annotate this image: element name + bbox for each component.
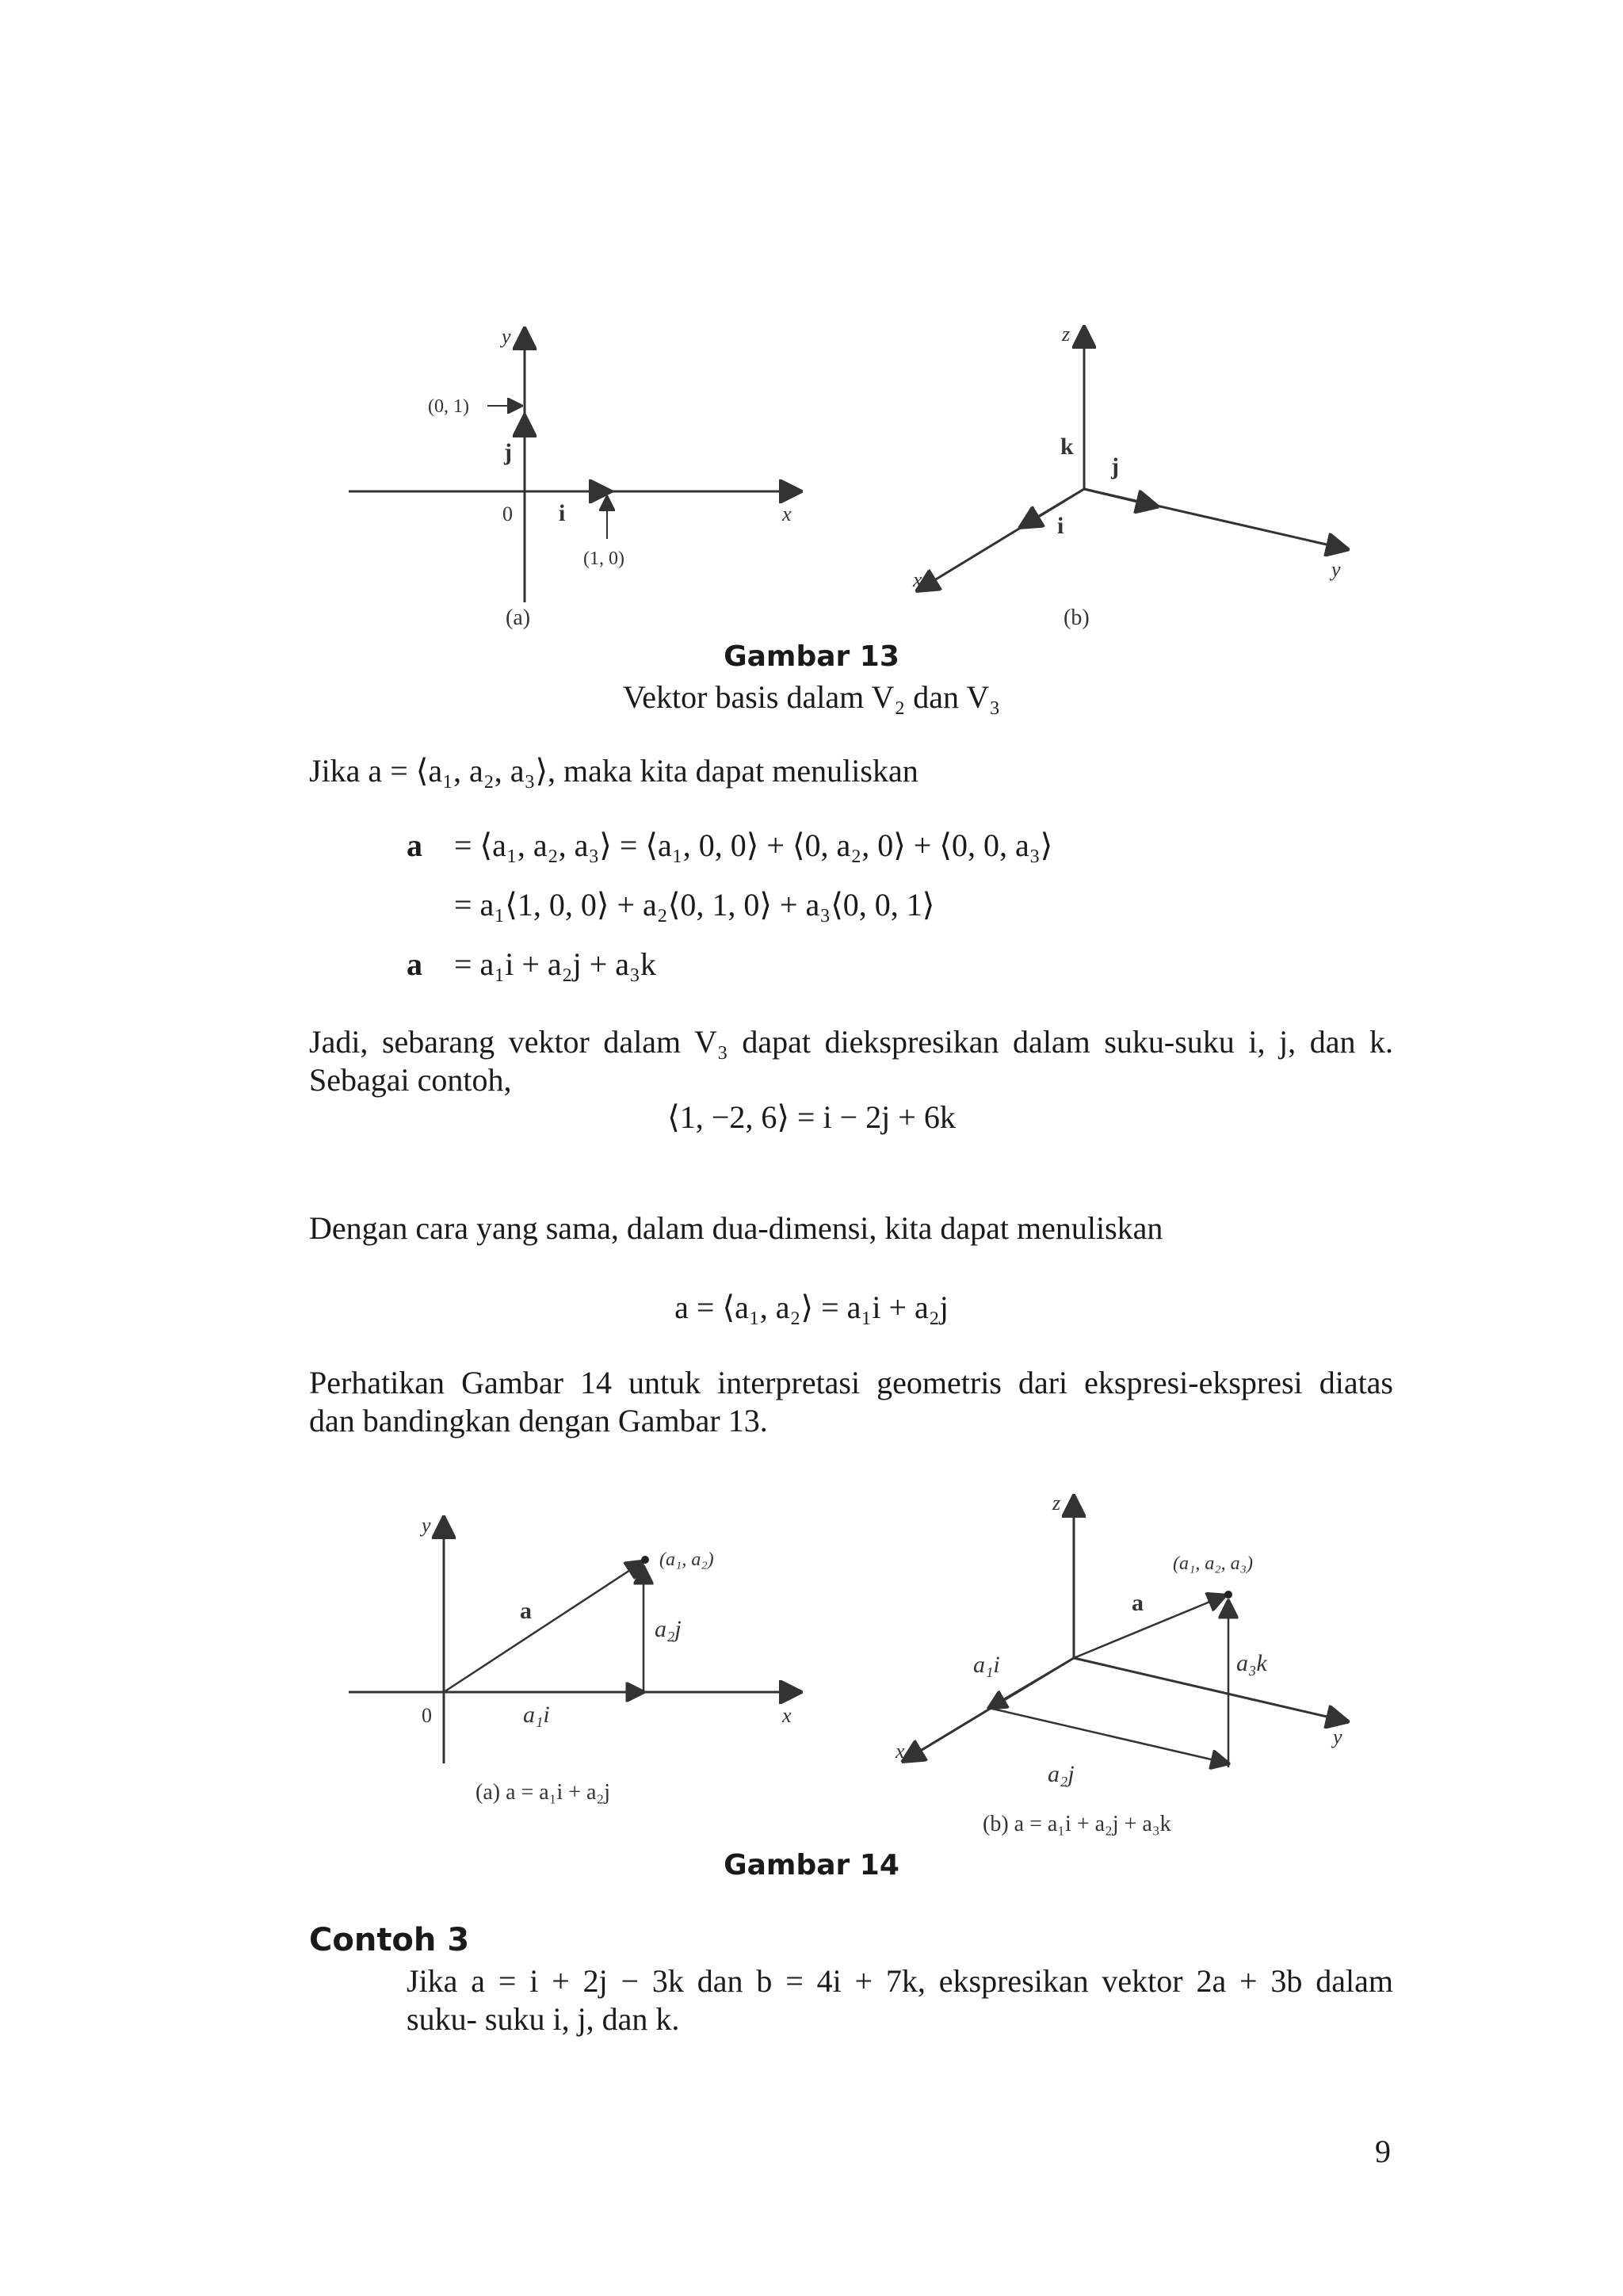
z-label: z bbox=[1052, 1492, 1061, 1515]
origin-label: 0 bbox=[502, 502, 513, 525]
comp-x-label: a₁i bbox=[523, 1702, 550, 1728]
comp-y-label: a₂j bbox=[655, 1616, 682, 1642]
i-label: i bbox=[1057, 513, 1064, 539]
figure-13a bbox=[349, 313, 824, 646]
eq2-rhs: = a₁⟨1, 0, 0⟩ + a₂⟨0, 1, 0⟩ + a₃⟨0, 0, 1⟩ bbox=[454, 887, 935, 923]
example-3-line-2: suku- suku i, j, dan k. bbox=[407, 2001, 680, 2037]
paragraph-3: Dengan cara yang sama, dalam dua-dimensi, kita dapat menuliskan bbox=[309, 1210, 1163, 1246]
z-label: z bbox=[1062, 323, 1071, 346]
component-i bbox=[989, 1658, 1074, 1708]
y-label: y bbox=[1333, 1725, 1342, 1748]
x-label: x bbox=[896, 1740, 905, 1763]
j-vector bbox=[1084, 489, 1157, 506]
example-3-heading: Contoh 3 bbox=[309, 1922, 470, 1958]
eq-lhs-a-2: a bbox=[407, 946, 422, 982]
eq-lhs-a: a bbox=[407, 827, 422, 863]
j-label: j bbox=[504, 439, 512, 465]
figure-14b bbox=[880, 1482, 1403, 1855]
y-axis bbox=[1074, 1658, 1347, 1721]
comp-k-label: a₃k bbox=[1236, 1650, 1267, 1676]
eq1-rhs: = ⟨a₁, a₂, a₃⟩ = ⟨a₁, 0, 0⟩ + ⟨0, a₂, 0⟩ + ⟨0, 0, a₃⟩ bbox=[454, 827, 1053, 863]
i-label: i bbox=[559, 500, 566, 526]
subfig-b-label: (b) a = a₁i + a₂j + a₃k bbox=[983, 1812, 1171, 1836]
figure-13-caption: Vektor basis dalam V₂ dan V₃ bbox=[622, 679, 1001, 715]
point-10-label: (1, 0) bbox=[583, 548, 624, 569]
paragraph-4-line-2: dan bandingkan dengan Gambar 13. bbox=[309, 1403, 768, 1438]
y-label: y bbox=[422, 1514, 431, 1537]
equation-line-2 bbox=[454, 885, 934, 925]
y-label: y bbox=[1331, 558, 1341, 581]
k-label: k bbox=[1060, 434, 1074, 460]
equation-2d: a = ⟨a₁, a₂⟩ = a₁i + a₂j bbox=[674, 1289, 949, 1325]
point-marker bbox=[641, 1556, 649, 1564]
j-label: j bbox=[1111, 453, 1119, 479]
i-vector bbox=[1021, 489, 1084, 527]
component-j bbox=[989, 1708, 1228, 1763]
example-equation: ⟨1, −2, 6⟩ = i − 2j + 6k bbox=[667, 1099, 956, 1135]
origin-label: 0 bbox=[422, 1704, 432, 1727]
paragraph-2-line-1: Jadi, sebarang vektor dalam V₃ dapat diekspresikan dalam suku-suku i, j, dan k. bbox=[309, 1024, 1393, 1060]
figure-13b bbox=[888, 313, 1363, 646]
equation-line-1 bbox=[407, 826, 1052, 865]
equation-line-3 bbox=[407, 945, 656, 984]
subfig-a-label: (a) a = a₁i + a₂j bbox=[475, 1780, 611, 1805]
intro-paragraph: Jika a = ⟨a₁, a₂, a₃⟩, maka kita dapat menuliskan bbox=[309, 753, 918, 789]
page-number: 9 bbox=[1375, 2134, 1391, 2169]
point-marker bbox=[1224, 1591, 1232, 1599]
point-01-label: (0, 1) bbox=[428, 396, 469, 417]
example-3-line-1: Jika a = i + 2j − 3k dan b = 4i + 7k, ekspresikan vektor 2a + 3b dalam bbox=[407, 1963, 1393, 1999]
vector-a bbox=[444, 1561, 643, 1692]
figure-13-title: Gambar 13 bbox=[724, 640, 899, 673]
paragraph-4-line-1: Perhatikan Gambar 14 untuk interpretasi geometris dari ekspresi-ekspresi diatas bbox=[309, 1365, 1393, 1400]
figure-14-title: Gambar 14 bbox=[724, 1849, 899, 1881]
eq3-rhs: = a₁i + a₂j + a₃k bbox=[454, 946, 656, 982]
comp-j-label: a₂j bbox=[1048, 1761, 1075, 1787]
x-label: x bbox=[913, 568, 922, 591]
subfig-a-label: (a) bbox=[506, 606, 531, 630]
figure-14a bbox=[349, 1502, 824, 1835]
comp-i-label: a₁i bbox=[973, 1652, 1000, 1678]
paragraph-2-line-2: Sebagai contoh, bbox=[309, 1062, 512, 1098]
vector-a-label: a bbox=[1132, 1590, 1144, 1616]
subfig-b-label: (b) bbox=[1064, 606, 1090, 630]
x-label: x bbox=[782, 1704, 792, 1727]
x-label: x bbox=[782, 502, 792, 525]
point-label: (a₁, a₂) bbox=[659, 1549, 714, 1570]
vector-a-label: a bbox=[520, 1598, 532, 1624]
y-label: y bbox=[502, 325, 511, 348]
point-label: (a₁, a₂, a₃) bbox=[1173, 1553, 1254, 1574]
vector-a bbox=[1074, 1595, 1225, 1658]
